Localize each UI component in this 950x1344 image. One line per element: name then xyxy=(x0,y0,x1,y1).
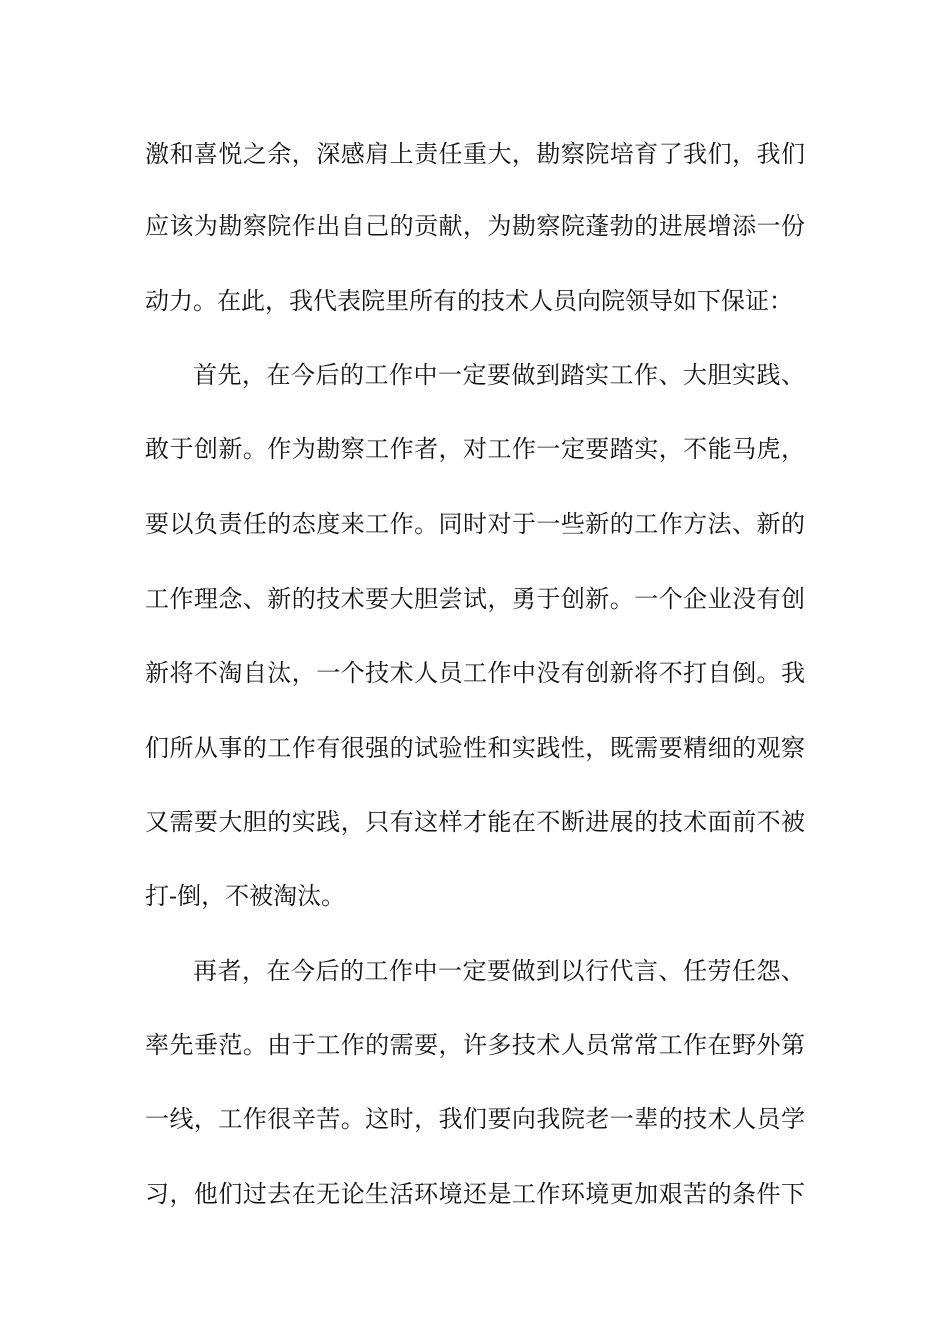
paragraph-first-line: 再者，在今后的工作中一定要做到以行代言、任劳任怨、 xyxy=(193,957,805,985)
text-line: 激和喜悦之余，深感肩上责任重大，勘察院培育了我们，我们 xyxy=(145,140,805,168)
paragraph-first-line: 首先，在今后的工作中一定要做到踏实工作、大胆实践、 xyxy=(193,361,805,389)
text-line: 要以负责任的态度来工作。同时对于一些新的工作方法、新的 xyxy=(145,510,805,538)
text-line: 习，他们过去在无论生活环境还是工作环境更加艰苦的条件下 xyxy=(145,1180,805,1208)
text-line: 率先垂范。由于工作的需要，许多技术人员常常工作在野外第 xyxy=(145,1031,805,1059)
text-line: 打-倒，不被淘汰。 xyxy=(145,882,346,910)
text-line: 动力。在此，我代表院里所有的技术人员向院领导如下保证： xyxy=(145,287,793,315)
text-line: 应该为勘察院作出自己的贡献，为勘察院蓬勃的进展增添一份 xyxy=(145,212,805,240)
text-line: 新将不淘自汰，一个技术人员工作中没有创新将不打自倒。我 xyxy=(145,659,805,687)
text-line: 们所从事的工作有很强的试验性和实践性，既需要精细的观察 xyxy=(145,734,805,762)
text-line: 敢于创新。作为勘察工作者，对工作一定要踏实，不能马虎， xyxy=(145,435,805,463)
text-line: 一线，工作很辛苦。这时，我们要向我院老一辈的技术人员学 xyxy=(145,1105,805,1133)
text-line: 工作理念、新的技术要大胆尝试，勇于创新。一个企业没有创 xyxy=(145,585,805,613)
text-line: 又需要大胆的实践，只有这样才能在不断进展的技术面前不被 xyxy=(145,808,805,836)
